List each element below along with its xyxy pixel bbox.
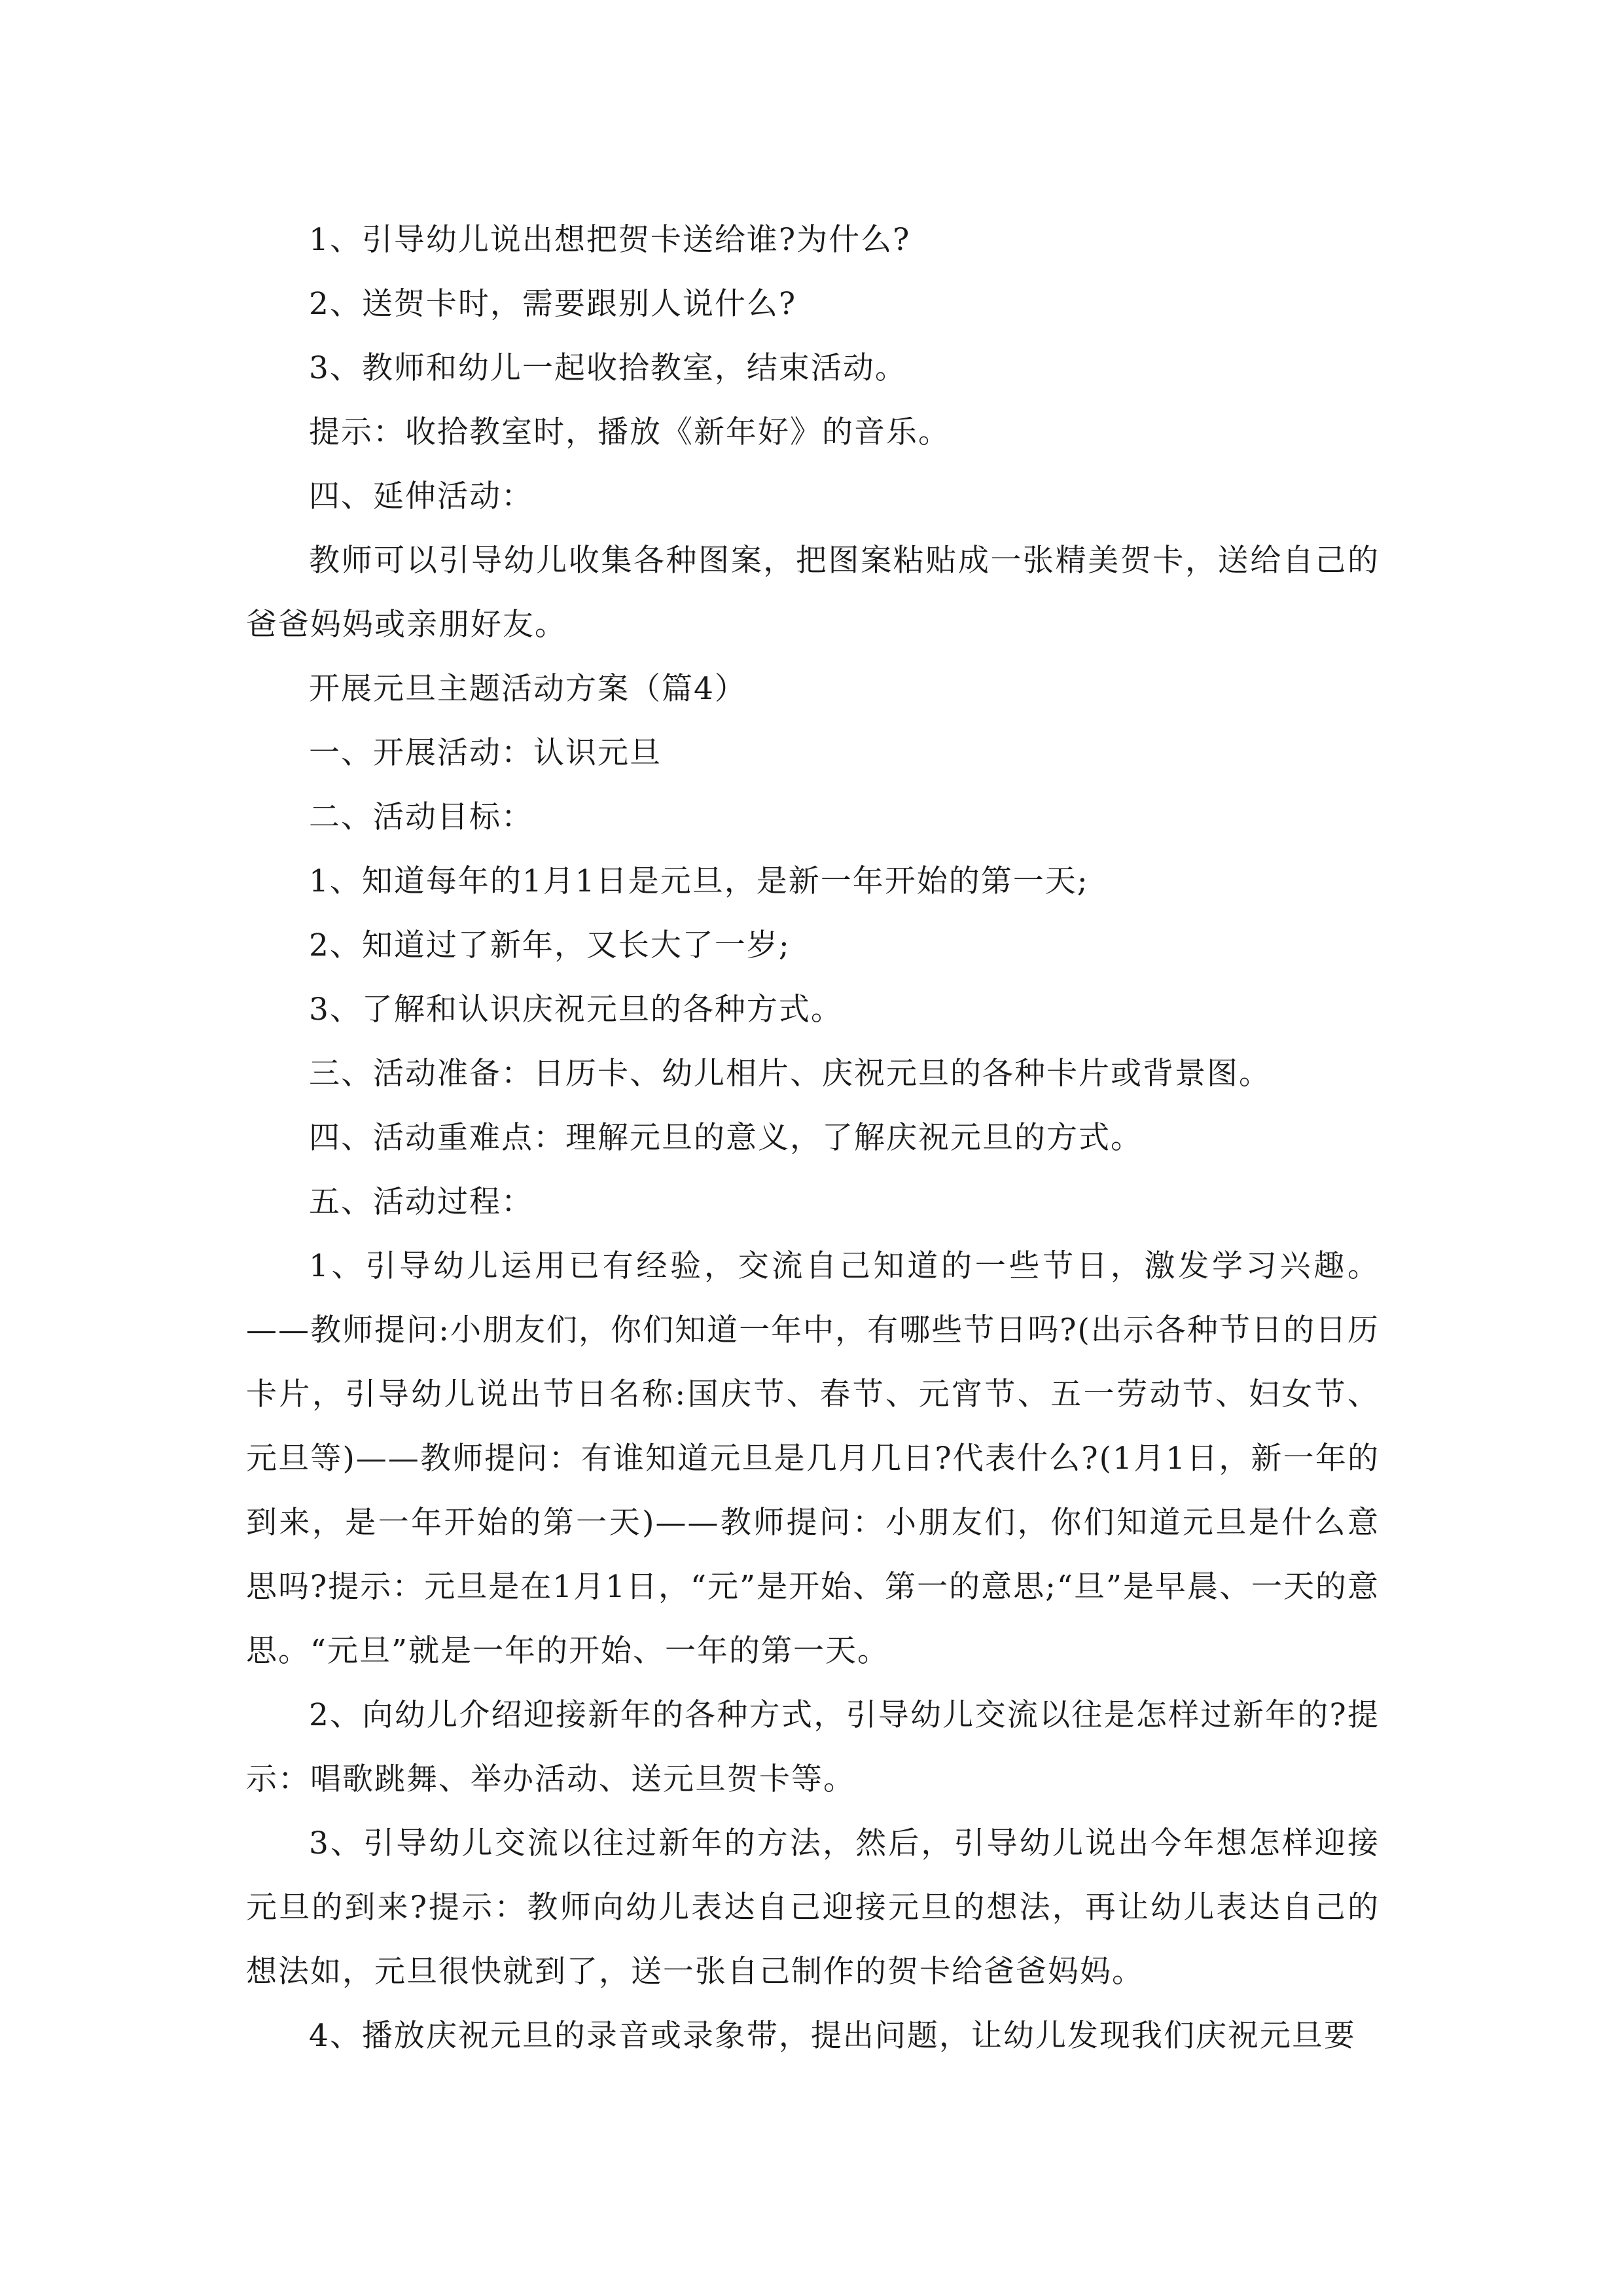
paragraph: 3、引导幼儿交流以往过新年的方法，然后，引导幼儿说出今年想怎样迎接元旦的到来?提示：教师向幼儿表达自己迎接元旦的想法，再让幼儿表达自己的想法如，元旦很快就到了，送一张自己制作的贺卡给爸爸妈妈。 bbox=[246, 1825, 1380, 1990]
paragraph: 1、知道每年的1月1日是元旦，是新一年开始的第一天; bbox=[309, 863, 1089, 899]
paragraph: 4、播放庆祝元旦的录音或录象带，提出问题，让幼儿发现我们庆祝元旦要 bbox=[309, 2018, 1356, 2054]
section-heading: 一、开展活动：认识元旦 bbox=[309, 735, 662, 771]
paragraph: 提示：收拾教室时，播放《新年好》的音乐。 bbox=[309, 414, 950, 450]
section-heading: 五、活动过程： bbox=[309, 1184, 533, 1220]
section-heading: 四、延伸活动： bbox=[309, 478, 533, 514]
paragraph: 2、向幼儿介绍迎接新年的各种方式，引导幼儿交流以往是怎样过新年的?提示：唱歌跳舞、举办活动、送元旦贺卡等。 bbox=[246, 1697, 1380, 1797]
paragraph: 2、知道过了新年，又长大了一岁; bbox=[309, 927, 791, 963]
paragraph: 3、教师和幼儿一起收拾教室，结束活动。 bbox=[309, 350, 907, 386]
document-title: 开展元旦主题活动方案（篇4） bbox=[309, 671, 747, 707]
section-heading: 二、活动目标： bbox=[309, 799, 533, 835]
section-heading: 四、活动重难点：理解元旦的意义，了解庆祝元旦的方式。 bbox=[309, 1120, 1143, 1156]
section-heading: 三、活动准备：日历卡、幼儿相片、庆祝元旦的各种卡片或背景图。 bbox=[309, 1056, 1271, 1092]
paragraph: 1、引导幼儿运用已有经验，交流自己知道的一些节日，激发学习兴趣。——教师提问:小朋友们，你们知道一年中，有哪些节日吗?(出示各种节日的日历卡片，引导幼儿说出节日名称:国庆节、春节、元宵节、五一劳动节、妇女节、元旦等)——教师提问：有谁知道元旦是几月几日?代表什么?(1月1日，新一年的到来，是一年开始的第一天)——教师提问：小朋友们，你们知道元旦是什么意思吗?提示：元旦是在1月1日，“元”是开始、第一的意思;“旦”是早晨、一天的意思。“元旦”就是一年的开始、一年的第一天。 bbox=[246, 1248, 1380, 1669]
paragraph: 教师可以引导幼儿收集各种图案，把图案粘贴成一张精美贺卡，送给自己的爸爸妈妈或亲朋好友。 bbox=[246, 543, 1380, 643]
paragraph: 3、了解和认识庆祝元旦的各种方式。 bbox=[309, 992, 843, 1028]
document-body bbox=[246, 208, 1380, 2068]
paragraph: 2、送贺卡时，需要跟别人说什么? bbox=[309, 286, 797, 322]
paragraph: 1、引导幼儿说出想把贺卡送给谁?为什么? bbox=[309, 222, 911, 258]
